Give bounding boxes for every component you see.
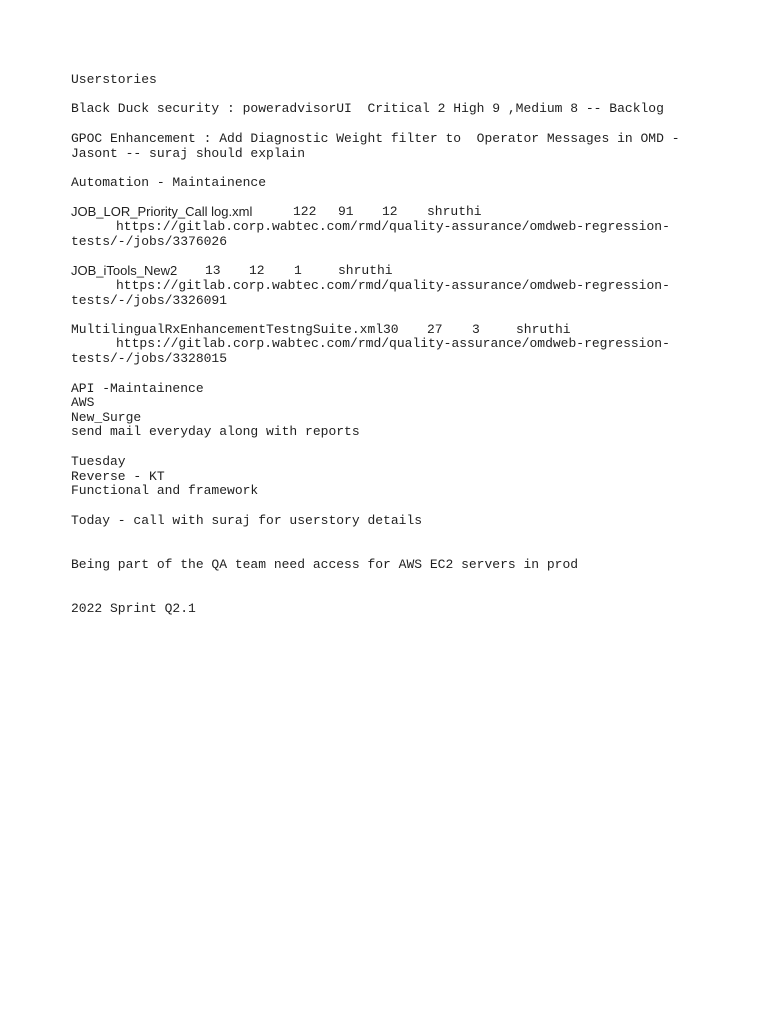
job-url-line-2: tests/-/jobs/3326091 xyxy=(71,293,228,308)
job-name: MultilingualRxEnhancementTestngSuite.xml xyxy=(71,322,384,337)
job-url-line-1: https://gitlab.corp.wabtec.com/rmd/quality-assurance/omdweb-regression- xyxy=(116,219,670,234)
job-name: JOB_iTools_New2 xyxy=(71,263,178,278)
blackduck-line: Black Duck security : poweradvisorUI Critical 2 High 9 ,Medium 8 -- Backlog xyxy=(71,101,664,116)
job-name: JOB_LOR_Priority_Call log.xml xyxy=(71,204,253,219)
sprint-line: 2022 Sprint Q2.1 xyxy=(71,601,196,616)
job-owner: shruthi xyxy=(516,322,571,337)
job-passed: 27 xyxy=(427,322,443,337)
job-total: 13 xyxy=(205,263,221,278)
job-url-line-1: https://gitlab.corp.wabtec.com/rmd/quality-assurance/omdweb-regression- xyxy=(116,336,670,351)
job-row xyxy=(71,263,671,278)
gpoc-line-1: GPOC Enhancement : Add Diagnostic Weight filter to Operator Messages in OMD - xyxy=(71,131,680,146)
reverse-kt-line: Reverse - KT xyxy=(71,469,165,484)
job-url-line-1: https://gitlab.corp.wabtec.com/rmd/quality-assurance/omdweb-regression- xyxy=(116,278,670,293)
job-passed: 12 xyxy=(249,263,265,278)
job-failed: 12 xyxy=(382,204,398,219)
new-surge-line: New_Surge xyxy=(71,410,142,425)
job-url-line-2: tests/-/jobs/3376026 xyxy=(71,234,228,249)
job-owner: shruthi xyxy=(427,204,482,219)
aws-line: AWS xyxy=(71,395,95,410)
aws-access-line: Being part of the QA team need access for AWS EC2 servers in prod xyxy=(71,557,579,572)
job-url-line-2: tests/-/jobs/3328015 xyxy=(71,351,228,366)
job-total: 122 xyxy=(293,204,317,219)
heading-userstories: Userstories xyxy=(71,72,157,87)
today-line: Today - call with suraj for userstory details xyxy=(71,513,423,528)
job-owner: shruthi xyxy=(338,263,393,278)
gpoc-line-2: Jasont -- suraj should explain xyxy=(71,146,306,161)
job-total: 30 xyxy=(383,322,399,337)
job-passed: 91 xyxy=(338,204,354,219)
job-failed: 3 xyxy=(472,322,480,337)
job-row xyxy=(71,322,671,337)
job-failed: 1 xyxy=(294,263,302,278)
job-row xyxy=(71,204,671,219)
send-mail-line: send mail everyday along with reports xyxy=(71,424,360,439)
tuesday-line: Tuesday xyxy=(71,454,126,469)
api-line: API -Maintainence xyxy=(71,381,204,396)
functional-framework-line: Functional and framework xyxy=(71,483,259,498)
automation-heading: Automation - Maintainence xyxy=(71,175,267,190)
